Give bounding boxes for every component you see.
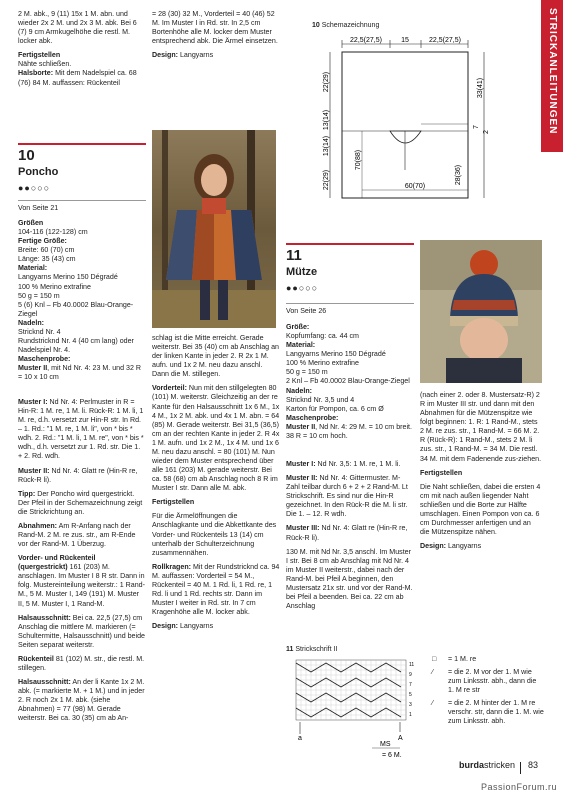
poncho_body2-label: Tipp: bbox=[18, 489, 36, 498]
chart11-ms-value: = 6 M. bbox=[382, 752, 402, 759]
col2_mid-label: Rollkragen: bbox=[152, 562, 192, 571]
muetze_body-para bbox=[286, 341, 414, 350]
muetze_body-label: Material: bbox=[286, 341, 316, 350]
muetze_body-para bbox=[286, 414, 414, 423]
poncho_body2-label: Rückenteil bbox=[18, 654, 54, 663]
chart-cable-stitch bbox=[296, 663, 401, 672]
poncho_body-para bbox=[18, 273, 146, 282]
col1-halsborte-text: Mit dem Nadelspiel ca. 68 (76) 84 M. auffassen: Rückenteil bbox=[18, 69, 137, 87]
poncho-photo bbox=[152, 130, 276, 328]
poncho_body-para bbox=[18, 355, 146, 364]
legend-text: = die 2. M hinter der 1. M re verschr. str, dann die 1. M. wie zum Linksstr. abh. bbox=[448, 699, 544, 726]
poncho_body-text: Breite: 60 (70) cm bbox=[18, 246, 75, 255]
col2_mid-para bbox=[152, 512, 280, 557]
muetze_body2-para bbox=[286, 548, 414, 612]
muetze_body2-text: Nd Nr. 4: Gittermuster. M-Zahl teilbar durch 6 + 2 + 2 Rand-M. Lt Strickschrift. Es sind nur die Hin-R gezeichnet. In den Rück-R die M. li str. Die 1. – 12. R wdh. bbox=[286, 474, 408, 519]
legend-text: = 1 M. re bbox=[448, 655, 477, 663]
schema-drawing bbox=[300, 30, 510, 220]
legend-symbol: ⁄ bbox=[432, 668, 434, 677]
poncho_body-para bbox=[18, 292, 146, 301]
poncho_body2-text: Der Poncho wird quergestrickt. Der Pfeil in der Schemazeichnung zeigt die Strickrichtung an. bbox=[18, 489, 143, 516]
poncho_body2-para bbox=[18, 678, 146, 723]
col2_mid-text: Nun mit den stillgelegten 80 (101) M. weiterstr. Gleichzeitig an der re Kante für den Halsausschnitt 1x 6 M., 1x 4 M., 1x 2 M. abk. und 4x 1 M. abn. = 64 (85) M. Gerade weiterstr. Bei 31,5 (36,5) cm an der rechten Kante in jeder 2. R 4x 1 M. aufn. und 1x 2 M., 1x 4 M. und 1x 6 M. neu dazu anschl. = 80 (101) M. Nun wieder dem Muster entsprechend über alle 161 (203) M. gerade weiterstr. Bei ca. 58 (68) cm ab Anschlag noch 8 R im Muster I str. Dann alle M. abk. bbox=[152, 384, 280, 493]
muetze_body2-label: Muster III: bbox=[286, 524, 320, 533]
muetze_body-label: Muster II bbox=[286, 422, 316, 431]
chart-cable-stitch bbox=[296, 708, 401, 717]
section-tab bbox=[541, 0, 563, 152]
poncho_body-label: Material: bbox=[18, 264, 48, 273]
poncho_body-label: Nadeln: bbox=[18, 318, 45, 327]
schema-right-7: 7 bbox=[473, 125, 480, 129]
muetze_body2-text: 130 M. mit Nd Nr. 3,5 anschl. Im Muster I str. Bei 8 cm ab Anschlag mit Nd Nr. 4 im Muster II weiterstr., dabei nach der Rand-M. bei Pfeil A beginnen, den Mustersatz 21x str. und vor der Rand-M. bei Pfeil a beenden. Bei ca. 22 cm ab Anschlag bbox=[286, 547, 413, 611]
schema-left-mid2: 13(14) bbox=[323, 135, 330, 157]
poncho_body-para bbox=[18, 328, 146, 337]
col4-para bbox=[420, 483, 542, 537]
col2-design bbox=[152, 51, 280, 60]
muetze-difficulty: ●●○○○ bbox=[286, 283, 319, 294]
col4-text: (nach einer 2. oder 8. Mustersatz-R) 2 R im Muster III str. und dann mit den Abnahmen für die Mützenspitze wie folgt beginnen: 1. R: 1 Rand-M., stets 2 M. re zus. str., 1 Rand-M. = 66 M. 2. R (Rück-R): 1 Rand-M., stets 2 M. li zus. str., 1 Rand-M. = 34 M. Die restl. 34 M. mit dem Fadenende zus-ziehen. bbox=[420, 391, 542, 463]
legend-text: = die 2. M vor der 1. M wie zum Linksstr. abh., dann die 1. M re str bbox=[448, 668, 537, 695]
muetze_body-para bbox=[286, 323, 414, 332]
poncho-rule bbox=[18, 143, 146, 145]
poncho_body2-para bbox=[18, 467, 146, 485]
col4-para bbox=[420, 469, 542, 478]
chart-row-number: 3 bbox=[409, 702, 412, 708]
muetze_body2-para bbox=[286, 474, 414, 519]
poncho_body-label: Fertige Größe: bbox=[18, 237, 67, 246]
poncho-title: Poncho bbox=[18, 166, 59, 179]
col1-halsborte-label: Halsborte: bbox=[18, 69, 54, 78]
muetze_body-text: Langyarns Merino 150 Dégradé bbox=[286, 350, 386, 359]
legend-symbol: ⁄ bbox=[432, 699, 434, 708]
muetze_body-para bbox=[286, 387, 414, 396]
poncho_body2-label: Muster II: bbox=[18, 466, 50, 475]
poncho-body2 bbox=[18, 398, 146, 729]
muetze_body-para bbox=[286, 405, 414, 414]
poncho-difficulty: ●●○○○ bbox=[18, 183, 51, 194]
poncho_body-para bbox=[18, 364, 146, 382]
chart11-grid bbox=[292, 656, 422, 760]
poncho_body2-text: Am R-Anfang nach der Rand-M. 2 M. re zus. str., am R-Ende vor der Rand-M. 1 Überzug. bbox=[18, 521, 136, 549]
muetze_body-text: 2 Knl – Fb 40.0002 Blau-Orange-Ziegel bbox=[286, 377, 410, 386]
muetze-divider bbox=[286, 303, 414, 304]
poncho_body-para bbox=[18, 283, 146, 292]
poncho_body-text: 100 % Merino extrafine bbox=[18, 282, 91, 291]
poncho_body2-label: Halsausschnitt: bbox=[18, 613, 71, 622]
watermark: PassionForum.ru bbox=[480, 782, 557, 793]
chart-row-number: 7 bbox=[409, 682, 412, 688]
col2-top bbox=[152, 10, 280, 65]
poncho_body-para bbox=[18, 264, 146, 273]
muetze_body-label: Maschenprobe: bbox=[286, 413, 339, 422]
schema-left-mid1: 13(14) bbox=[323, 109, 330, 131]
muetze_body-para bbox=[286, 350, 414, 359]
muetze_body2-para bbox=[286, 460, 414, 469]
poncho_body2-para bbox=[18, 522, 146, 549]
poncho_body2-text: Nd Nr. 4: Perlmuster in R = Hin-R: 1 M. re, 1 M. li. Rück-R: 1 M. li, 1 M. re, d.h. versetzt zur Hin-R str. In Rd. – 1. Rd.: "1 M. re, 1 M. li", von * bis * wdh. 2. Rd.: "1 M. li, 1 M. re", von * bis * wdh., d.h. versetzt zur 1. Rd. str. Die 1. + 2. Rd. wdh. bbox=[18, 398, 144, 461]
col1-fertig bbox=[18, 51, 146, 87]
schema-top-left: 22,5(27,5) bbox=[350, 37, 382, 44]
poncho_body-para bbox=[18, 246, 146, 255]
muetze_body-para bbox=[286, 423, 414, 441]
muetze-body bbox=[286, 323, 414, 441]
muetze-body2 bbox=[286, 460, 414, 616]
schema-right-2: 2 bbox=[483, 130, 490, 134]
poncho_body-text: 5 (6) Knl – Fb 40.0002 Blau-Orange-Ziegel bbox=[18, 300, 134, 318]
col4 bbox=[420, 391, 542, 556]
chart11-title-text: Strickschrift II bbox=[295, 646, 338, 653]
col2_mid-para bbox=[152, 334, 280, 379]
muetze-photo bbox=[420, 240, 542, 383]
muetze_body2-text: Nd Nr. 4: Glatt re (Hin-R re, Rück-R li). bbox=[286, 524, 408, 542]
poncho-from: Von Seite 21 bbox=[18, 204, 59, 212]
col4-text: Langyarns bbox=[446, 542, 482, 551]
poncho-number: 10 bbox=[18, 147, 35, 164]
col2_mid-text: schlag ist die Mitte erreicht. Gerade weiterstr. Bei 35 (40) cm ab Anschlag an der linken Kante in jeder 2. R 2x 1 M. aufn. und 1x 2 M. neu dazu anschl. Dann die M. stillegen. bbox=[152, 334, 279, 379]
legend-item bbox=[432, 655, 544, 664]
schema-left-top: 22(29) bbox=[323, 71, 330, 93]
col1-fertig-label: Fertigstellen bbox=[18, 51, 61, 60]
poncho_body2-text: Nd Nr. 4: Glatt re (Hin-R re, Rück-R li). bbox=[18, 466, 138, 484]
muetze_body-text: Karton für Pompon, ca. 6 cm Ø bbox=[286, 404, 384, 413]
col1-top bbox=[18, 10, 146, 93]
poncho_body2-label: Muster I: bbox=[18, 398, 48, 406]
muetze_body-text: Stricknd Nr. 3,5 und 4 bbox=[286, 395, 355, 404]
col2_mid-para bbox=[152, 622, 280, 631]
chart11-ms: MS bbox=[380, 741, 391, 748]
muetze_body-label: Größe: bbox=[286, 323, 310, 331]
chart-cable-stitch bbox=[296, 693, 401, 702]
muetze-header bbox=[286, 246, 414, 295]
col4-label: Fertigstellen bbox=[420, 468, 463, 477]
schema-top-right: 22,5(27,5) bbox=[429, 37, 461, 44]
page-number: 83 bbox=[527, 760, 538, 771]
poncho_body-label: Größen bbox=[18, 219, 44, 227]
poncho_body2-label: Abnahmen: bbox=[18, 521, 58, 530]
footer-brand-bold: burda bbox=[458, 760, 484, 771]
col4-para bbox=[420, 542, 542, 551]
poncho_body-para bbox=[18, 228, 146, 237]
chart11-title-num: 11 bbox=[286, 646, 294, 653]
muetze_body2-para bbox=[286, 524, 414, 542]
schema-title-text: Schemazeichnung bbox=[321, 22, 380, 29]
muetze_body-para bbox=[286, 377, 414, 386]
poncho_body-para bbox=[18, 255, 146, 264]
poncho_body2-text: An der li Kante 1x 2 M. abk. (= markierte M. + 1 M.) und in jeder 2. R noch 2x 1 M. abk. (siehe Abnahmen) = 77 (98) M. Gerade weiterstr. Bei ca. 30 (35) cm ab An- bbox=[18, 678, 145, 723]
col2_mid-para bbox=[152, 563, 280, 617]
poncho_body2-para bbox=[18, 554, 146, 608]
poncho_body2-para bbox=[18, 655, 146, 673]
col2_mid-label: Design: bbox=[152, 622, 179, 631]
poncho_body-label: Muster II bbox=[18, 364, 48, 373]
col2-design-text: Langyarns bbox=[178, 51, 214, 60]
legend-item bbox=[432, 699, 544, 726]
chart11-title bbox=[286, 646, 337, 655]
muetze-from: Von Seite 26 bbox=[286, 307, 327, 315]
col1-top-text: 2 M. abk., 9 (11) 15x 1 M. abn. und wieder 2x 2 M. und 2x 3 M. abk. Bei 6 (7) 9 cm Armkugelhöhe die restl. M. locker abk. bbox=[18, 10, 137, 46]
chart11-label-a: a bbox=[298, 735, 302, 742]
col1-fertig-text: Nähte schließen. bbox=[18, 60, 72, 69]
poncho_body2-text: 161 (203) M. anschlagen. Im Muster I 8 R str. Dann in folg. Mustereinteilung weiterstr.: 1 Rand-M., 5 M. Muster I, 149 (191) M. Muster II, 5 M. Muster I, 1 Rand-M. bbox=[18, 563, 145, 608]
poncho_body-text: Rundstricknd Nr. 4 (40 cm lang) oder Nadelspiel Nr. 4. bbox=[18, 337, 134, 355]
muetze_body2-label: Muster I: bbox=[286, 460, 316, 468]
muetze_body-para bbox=[286, 359, 414, 368]
col2-top-text: = 28 (30) 32 M., Vorderteil = 40 (46) 52 M. Im Muster I in Rd. str. In 2,5 cm Bortenhöhe alle M. locker dem Muster entsprechend abk. Die Ärmel einsetzen. bbox=[152, 10, 278, 46]
muetze_body-text: , Nd Nr. 4: 29 M. = 10 cm breit. 38 R = 10 cm hoch. bbox=[286, 422, 412, 440]
poncho_body2-para bbox=[18, 614, 146, 650]
muetze_body-label: Nadeln: bbox=[286, 386, 313, 395]
chart-cable-stitch bbox=[296, 678, 401, 687]
section-tab-label: STRICKANLEITUNGEN bbox=[546, 8, 558, 135]
col2_mid-label: Fertigstellen bbox=[152, 498, 195, 507]
footer-brand bbox=[459, 760, 515, 772]
poncho_body-para bbox=[18, 219, 146, 228]
poncho_body-text: Länge: 35 (43) cm bbox=[18, 255, 76, 264]
poncho_body2-label: Halsausschnitt: bbox=[18, 678, 71, 687]
poncho_body2-label: Vorder- und Rückenteil (quergestrickt) bbox=[18, 554, 96, 572]
chart11-legend bbox=[432, 655, 544, 731]
schema-left-bottom: 22(29) bbox=[323, 169, 330, 191]
footer-separator bbox=[520, 762, 521, 774]
schema-bottom: 60(70) bbox=[404, 183, 426, 190]
col2_mid-text: Mit der Rundstricknd ca. 94 M. auffassen: Vorderteil = 54 M., Rückenteil = 40 M. 1 Rd. li, 1 Rd. re, 1 Rd. li und 1 Rd. rechts str. Dann im Muster I weiter in Rd. str. In 7 cm Kragenhöhe alle M. locker abk. bbox=[152, 562, 280, 617]
col4-para bbox=[420, 391, 542, 464]
poncho_body-text: 50 g = 150 m bbox=[18, 291, 60, 300]
legend-symbol: □ bbox=[432, 655, 437, 663]
schema-title-num: 10 bbox=[312, 22, 320, 29]
poncho_body2-para bbox=[18, 398, 146, 462]
chart-row-number: 1 bbox=[409, 712, 412, 718]
col2_mid-text: Langyarns bbox=[178, 622, 214, 631]
muetze_body-text: 50 g = 150 m bbox=[286, 368, 328, 377]
muetze_body2-label: Muster II: bbox=[286, 474, 318, 483]
col2-mid bbox=[152, 334, 280, 636]
schema-inner-70: 70(88) bbox=[355, 149, 362, 171]
chart-row-number: 11 bbox=[409, 662, 415, 668]
muetze_body-text: 100 % Merino extrafine bbox=[286, 359, 359, 368]
col2_mid-para bbox=[152, 498, 280, 507]
poncho_body2-text: Bei ca. 22,5 (27,5) cm Anschlag die mittlere M. markieren (= Schultermitte, Halsausschnitt) und beide Seiten separat weiterstr. bbox=[18, 613, 145, 649]
poncho-body bbox=[18, 219, 146, 382]
chart11-label-A: A bbox=[398, 735, 403, 742]
schema-top-mid: 15 bbox=[401, 37, 409, 44]
schema-right-bottom: 28(36) bbox=[455, 164, 462, 186]
legend-item bbox=[432, 668, 544, 695]
chart-row-number: 5 bbox=[409, 692, 412, 698]
poncho_body-text: , mit Nd Nr. 4: 23 M. und 32 R = 10 x 10 cm bbox=[18, 364, 142, 382]
col4-label: Design: bbox=[420, 542, 447, 551]
schema-right-top: 33(41) bbox=[477, 77, 484, 99]
col4-text: Die Naht schließen, dabei die ersten 4 cm mit nach außen liegender Naht schließen und die Borte zur Hälfte umschlagen. Einen Pompon von ca. 6 cm Durchmesser anfertigen und an die Mützenspitze nähen. bbox=[420, 482, 541, 537]
poncho_body-label: Maschenprobe: bbox=[18, 355, 71, 364]
col2_mid-label: Vorderteil: bbox=[152, 384, 187, 393]
muetze_body-para bbox=[286, 332, 414, 341]
muetze_body-para bbox=[286, 396, 414, 405]
poncho-divider bbox=[18, 200, 146, 201]
muetze-number: 11 bbox=[286, 247, 302, 264]
footer-brand-light: stricken bbox=[483, 760, 515, 771]
poncho_body-para bbox=[18, 337, 146, 355]
poncho_body-para bbox=[18, 237, 146, 246]
poncho_body-text: Stricknd Nr. 4 bbox=[18, 327, 61, 336]
muetze-rule bbox=[286, 243, 414, 245]
poncho_body2-para bbox=[18, 490, 146, 517]
col2_mid-para bbox=[152, 384, 280, 493]
poncho_body-text: Langyarns Merino 150 Dégradé bbox=[18, 273, 118, 282]
muetze_body-text: Kopfumfang: ca. 44 cm bbox=[286, 332, 359, 341]
poncho_body-text: 104-116 (122-128) cm bbox=[18, 228, 88, 237]
poncho-header bbox=[18, 146, 146, 195]
muetze_body2-text: Nd Nr. 3,5: 1 M. re, 1 M. li. bbox=[315, 460, 401, 468]
chart-row-number: 9 bbox=[409, 672, 412, 678]
poncho_body-para bbox=[18, 319, 146, 328]
col2-design-label: Design: bbox=[152, 51, 179, 60]
col2_mid-text: Für die Ärmelöffnungen die Anschlagkante und die Abkettkante des Vorder- und Rückenteils 13 (14) cm unterhalb der Schulterzeichnung zusammennähen. bbox=[152, 512, 277, 557]
poncho_body2-text: 81 (102) M. str., die restl. M. stillegen. bbox=[18, 654, 145, 673]
muetze_body-para bbox=[286, 368, 414, 377]
muetze-title: Mütze bbox=[286, 266, 318, 279]
poncho_body-para bbox=[18, 301, 146, 319]
